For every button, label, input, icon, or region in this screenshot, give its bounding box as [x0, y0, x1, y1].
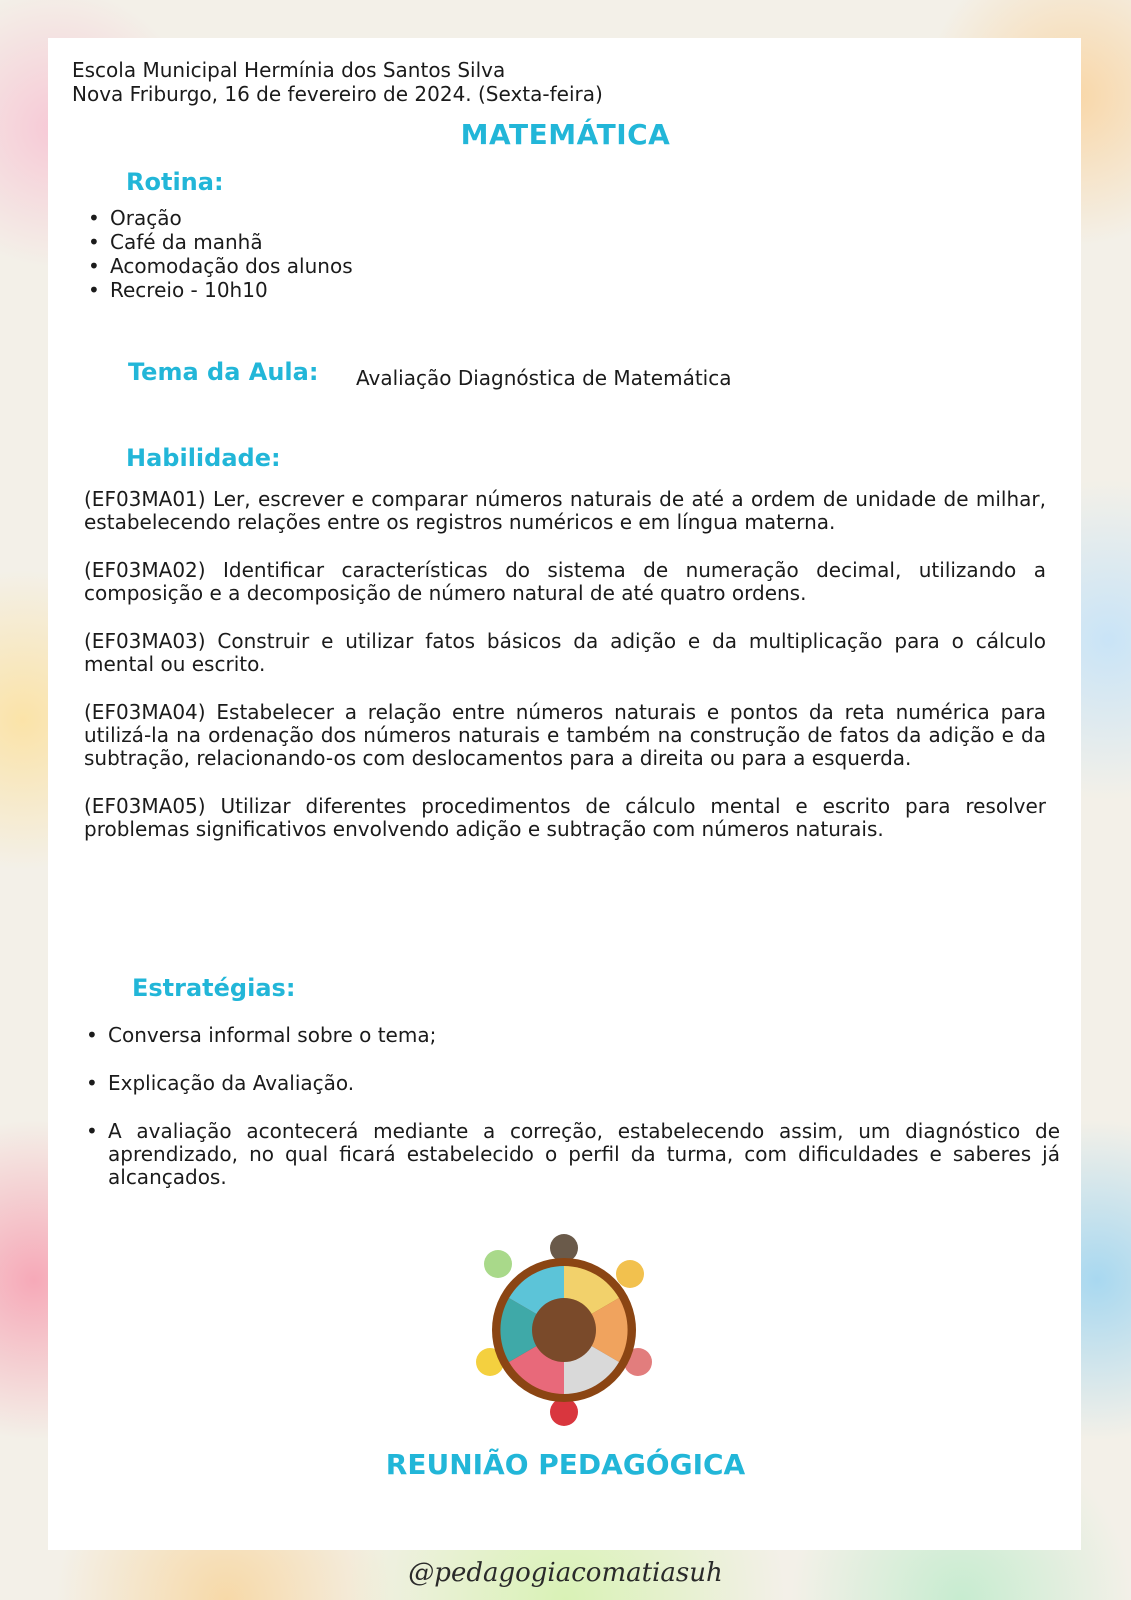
document-header [72, 58, 603, 106]
tema-heading: Tema da Aula: [128, 358, 319, 386]
estrategias-list [82, 1024, 1060, 1214]
school-name: Escola Municipal Hermínia dos Santos Silva [72, 58, 506, 82]
skill-item: (EF03MA01) Ler, escrever e comparar números naturais de até a ordem de unidade de milhar, estabelecendo relações entre os registros numéricos e em língua materna. [84, 487, 1046, 534]
skill-item: (EF03MA05) Utilizar diferentes procedimentos de cálculo mental e escrito para resolver problemas significativos envolvendo adição e subtração com números naturais. [84, 794, 1046, 841]
list-item: • Acomodação dos alunos [84, 254, 353, 278]
list-item: • Conversa informal sobre o tema; [82, 1024, 1060, 1047]
meeting-label: REUNIÃO PEDAGÓGICA [385, 1448, 746, 1481]
list-item: • Recreio - 10h10 [84, 278, 353, 302]
tema-value: Avaliação Diagnóstica de Matemática [356, 366, 732, 390]
list-item: • Oração [84, 206, 353, 230]
habilidade-heading: Habilidade: [126, 444, 281, 472]
skill-item: (EF03MA02) Identificar características do sistema de numeração decimal, utilizando a composição e a decomposição de número natural de até quatro ordens. [84, 558, 1046, 605]
skill-item: (EF03MA03) Construir e utilizar fatos básicos da adição e da multiplicação para o cálculo mental ou escrito. [84, 629, 1046, 676]
list-item: • A avaliação acontecerá mediante a correção, estabelecendo assim, um diagnóstico de aprendizado, no qual ficará estabelecido o perfil da turma, com dificuldades e saberes já alcançados. [82, 1120, 1060, 1189]
social-handle: @pedagogiacomatiasuh [408, 1558, 723, 1588]
estrategias-heading: Estratégias: [132, 974, 296, 1002]
meeting-table-illustration [468, 1234, 660, 1426]
rotina-heading: Rotina: [126, 168, 224, 196]
date-line: Nova Friburgo, 16 de fevereiro de 2024. (Sexta-feira) [72, 82, 603, 106]
list-item: • Café da manhã [84, 230, 353, 254]
skill-item: (EF03MA04) Estabelecer a relação entre números naturais e pontos da reta numérica para utilizá-la na ordenação dos números naturais e também na construção de fatos da adição e da subtração, relacionando-os com deslocamentos para a direita ou para a esquerda. [84, 700, 1046, 770]
rotina-list [84, 206, 353, 302]
habilidade-list [84, 488, 1046, 866]
list-item: • Explicação da Avaliação. [82, 1072, 1060, 1095]
page-title: MATEMÁTICA [460, 118, 671, 151]
